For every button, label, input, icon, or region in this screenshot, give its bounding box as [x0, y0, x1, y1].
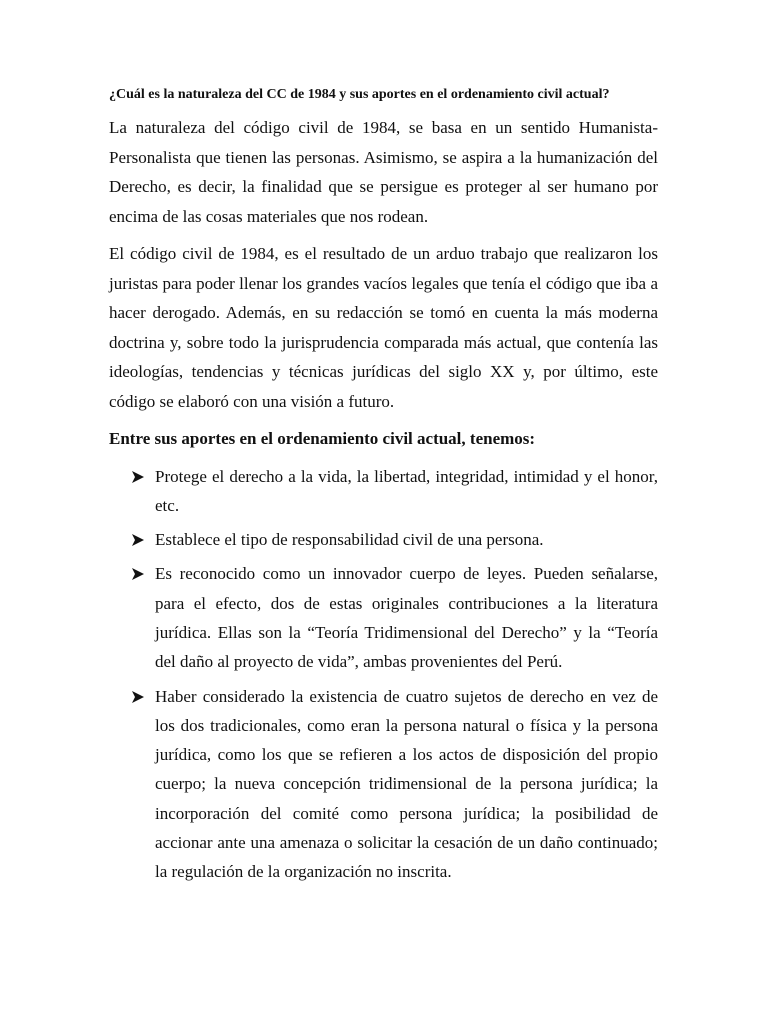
arrowhead-bullet-icon [132, 525, 146, 554]
list-item-text: Establece el tipo de responsabilidad civil de una persona. [155, 530, 544, 550]
list-item [108, 525, 658, 554]
arrowhead-bullet-icon [132, 682, 146, 711]
list-item-text: Haber considerado la existencia de cuatro sujetos de derecho en vez de los dos tradicionales, como eran la persona natural o física y la persona jurídica, como los que se refieren a los actos de disposición del propio cuerpo; la nueva concepción tridimensional de la persona jurídica; la incorporación del comité como persona jurídica; la posibilidad de accionar ante una amenaza o solicitar la cesación de un daño continuado; la regulación de la organización no inscrita. [155, 686, 658, 882]
aportes-subheading: Entre sus aportes en el ordenamiento civil actual, tenemos: [109, 429, 536, 448]
list-item-text: Es reconocido como un innovador cuerpo de leyes. Pueden señalarse, para el efecto, dos de estas originales contribuciones a la literatura jurídica. Ellas son la “Teoría Tridimensional del Derecho” y la “Teoría del daño al proyecto de vida”, ambas provenientes del Perú. [155, 564, 658, 672]
paragraph-naturaleza: La naturaleza del código civil de 1984, se basa en un sentido Humanista-Personalista que tienen las personas. Asimismo, se aspira a la humanización del Derecho, es decir, la finalidad que se persigue es proteger al ser humano por encima de las cosas materiales que nos rodean. [109, 118, 658, 226]
question-heading: ¿Cuál es la naturaleza del CC de 1984 y sus aportes en el ordenamiento civil actual? [109, 87, 610, 102]
document-page [109, 82, 658, 892]
arrowhead-bullet-icon [132, 462, 146, 491]
aportes-list [109, 462, 658, 887]
list-item [108, 559, 658, 676]
list-item [108, 682, 658, 887]
list-item-text: Protege el derecho a la vida, la libertad, integridad, intimidad y el honor, etc. [155, 466, 658, 515]
paragraph-resultado: El código civil de 1984, es el resultado de un arduo trabajo que realizaron los juristas para poder llenar los grandes vacíos legales que tenía el código que iba a hacer derogado. Además, en su redacción se tomó en cuenta la más moderna doctrina y, sobre todo la jurisprudencia comparada más actual, que contenía las ideologías, tendencias y técnicas jurídicas del siglo XX y, por último, este código se elaboró con una visión a futuro. [109, 244, 658, 411]
arrowhead-bullet-icon [132, 559, 146, 588]
list-item [108, 462, 658, 521]
